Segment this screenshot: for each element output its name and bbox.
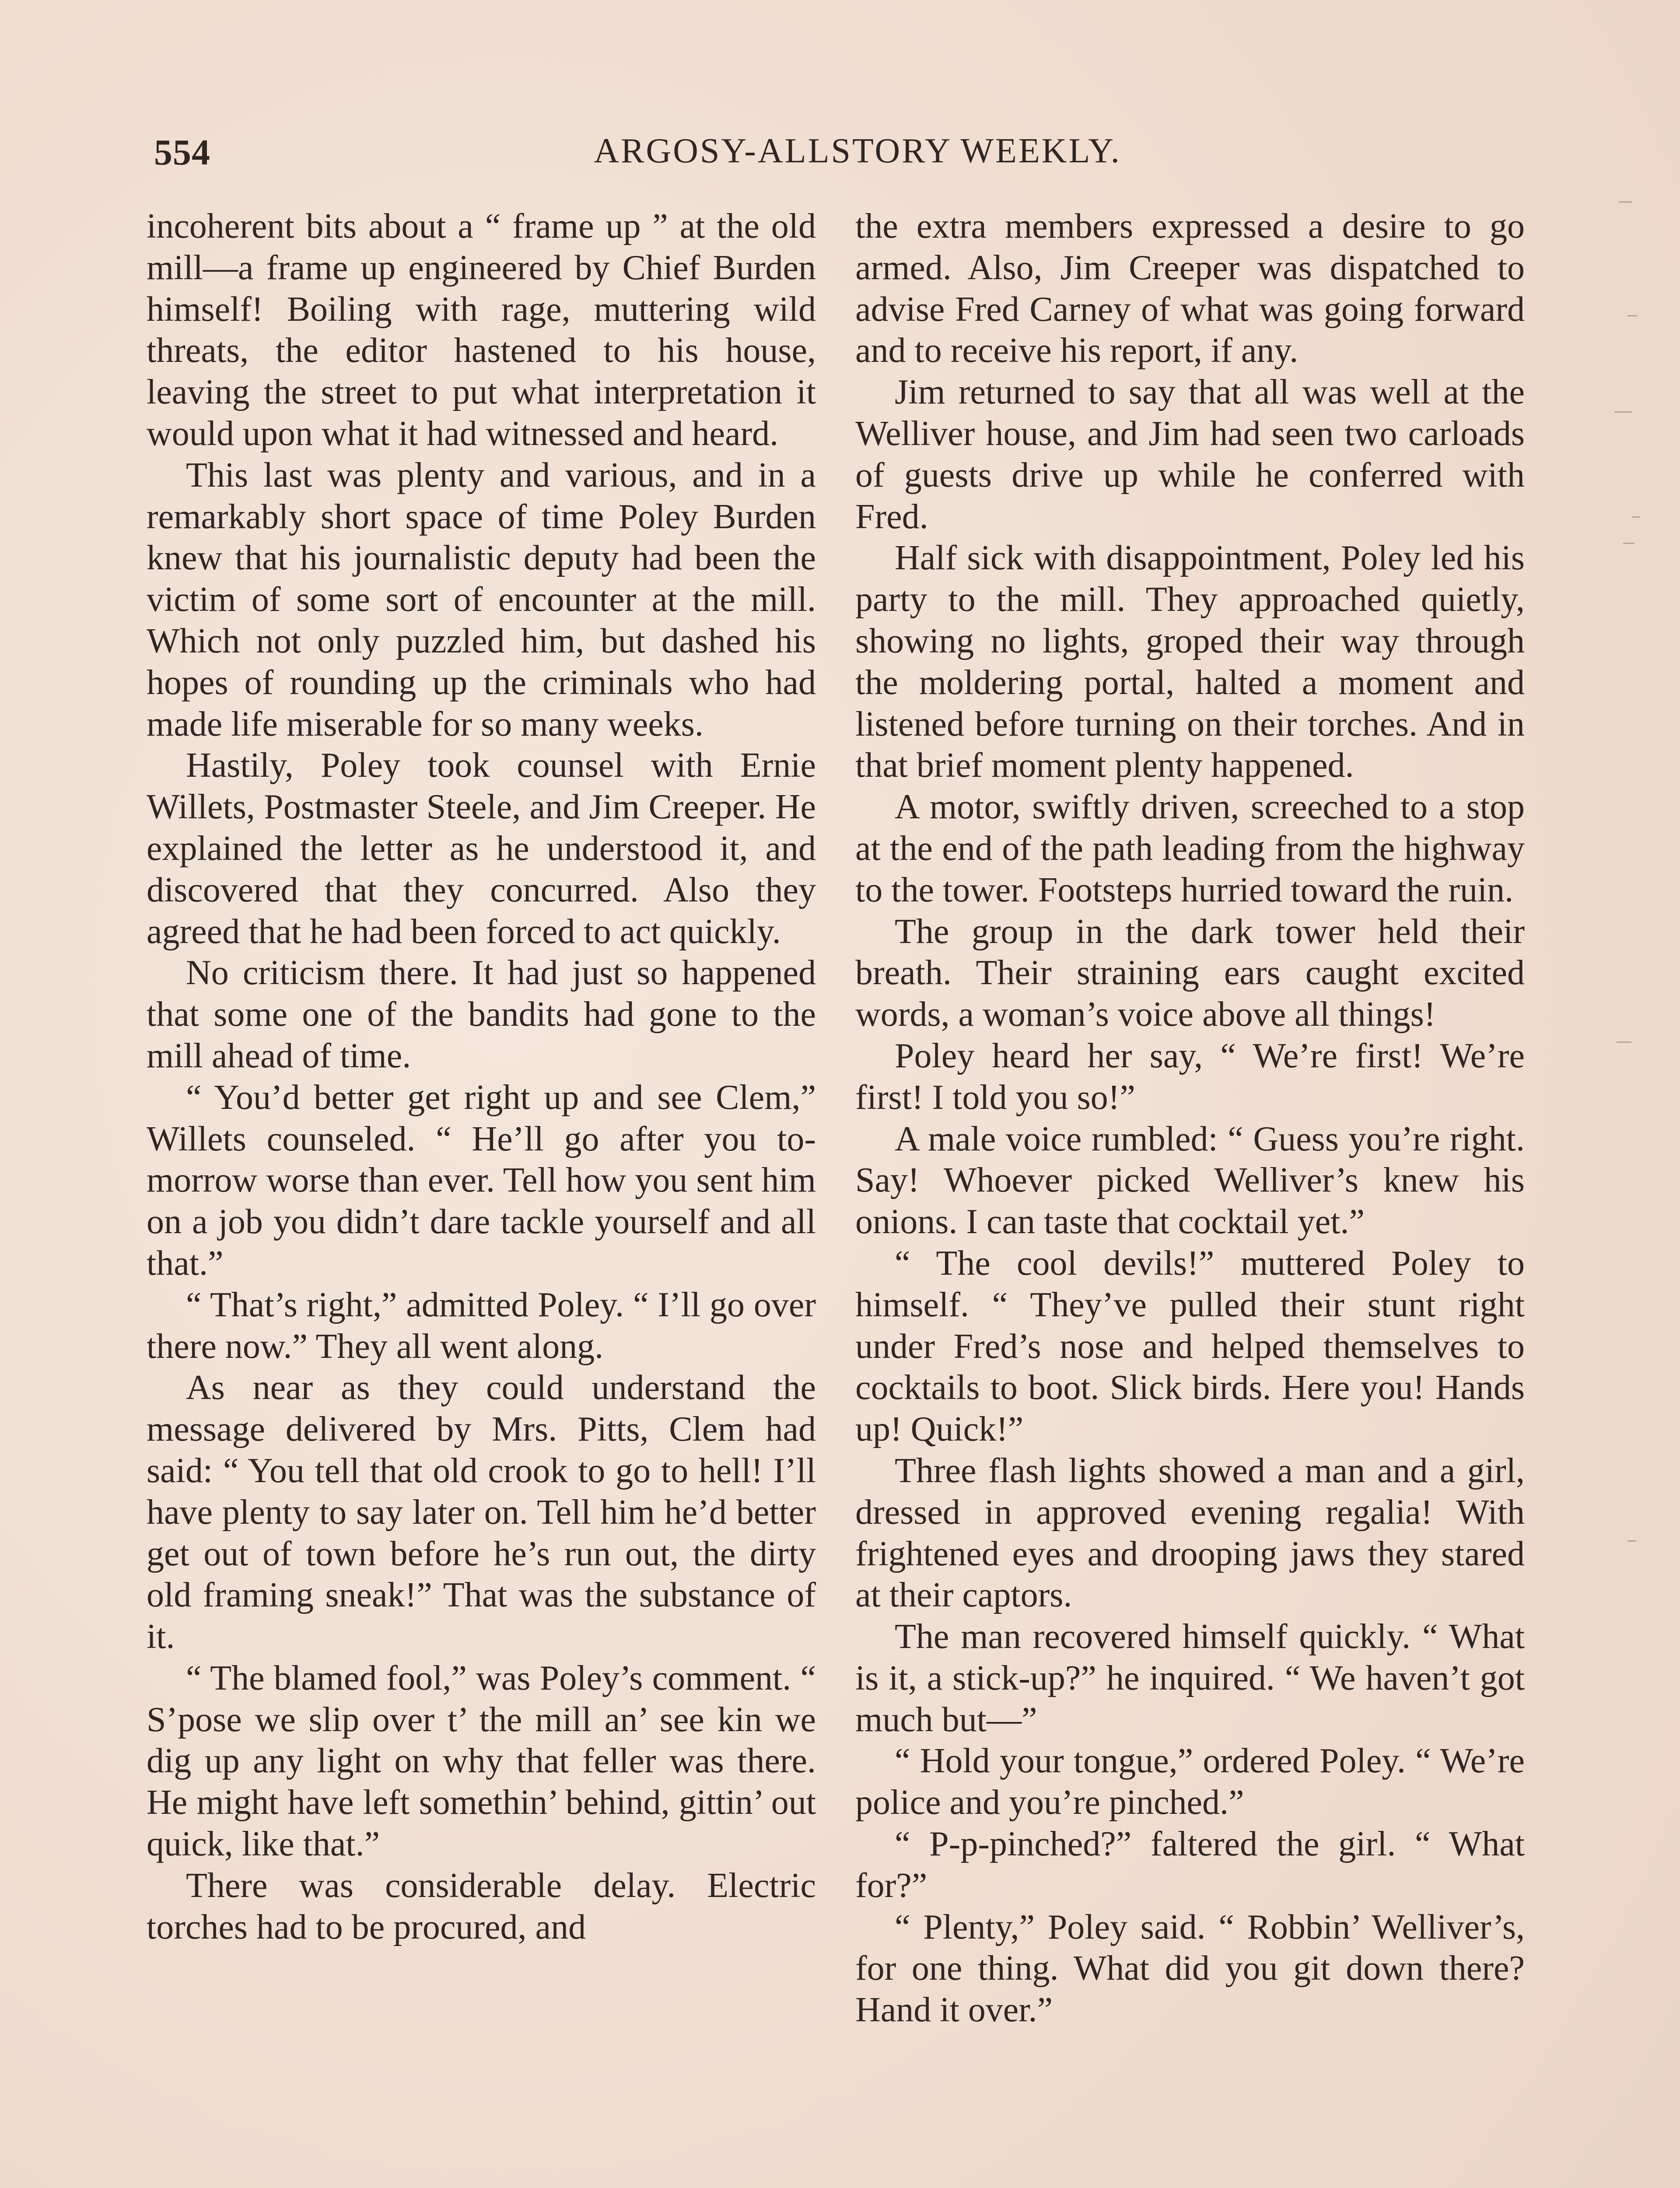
paragraph: “ The cool devils!” muttered Poley to himself. “ They’ve pulled their stunt right under Fred’s nose and helped themselves to cocktails to boot. Slick birds. Here you! Hands up! Quick!” [855, 1244, 1525, 1449]
paragraph: “ Hold your tongue,” ordered Poley. “ We’re police and you’re pinched.” [855, 1742, 1525, 1822]
paragraph: Jim returned to say that all was well at the Welliver house, and Jim had seen two carloads of guests drive up while he conferred with Fred. [855, 373, 1525, 536]
paragraph: the extra members expressed a desire to go armed. Also, Jim Creeper was dispatched to advise Fred Carney of what was going forward and to receive his report, if any. [855, 207, 1525, 370]
paragraph: “ P-p-pinched?” faltered the girl. “ What for?” [855, 1825, 1525, 1905]
paragraph: Half sick with disappointment, Poley led his party to the mill. They approached quietly, showing no lights, groped their way through the moldering portal, halted a moment and listened before turning on their torches. And in that brief moment plenty happened. [855, 539, 1525, 785]
paragraph: As near as they could understand the message delivered by Mrs. Pitts, Clem had said: “ You tell that old crook to go to hell! I’ll have plenty to say later on. Tell him he’d better get out of town before he’s run out, the dirty old framing sneak!” That was the substance of it. [147, 1368, 816, 1656]
paragraph: No criticism there. It had just so happened that some one of the bandits had gone to the mill ahead of time. [147, 954, 816, 1075]
paragraph: There was considerable delay. Electric torches had to be procured, and [147, 1866, 816, 1946]
paragraph: The man recovered himself quickly. “ What is it, a stick-up?” he inquired. “ We haven’t got much but—” [855, 1617, 1525, 1739]
paragraph: incoherent bits about a “ frame up ” at the old mill—a frame up engineered by Chief Burden himself! Boiling with rage, muttering wild threats, the editor hastened to his house, leaving the street to put what interpretation it would upon what it had witnessed and heard. [147, 207, 816, 453]
running-title: ARGOSY-ALLSTORY WEEKLY. [594, 132, 1121, 170]
paragraph: Three flash lights showed a man and a girl, dressed in approved evening regalia! With frightened eyes and drooping jaws they stared at their captors. [855, 1451, 1525, 1615]
paragraph: Hastily, Poley took counsel with Ernie Willets, Postmaster Steele, and Jim Creeper. He explained the letter as he understood it, and discovered that they concurred. Also they agreed that he had been forced to act quickly. [147, 746, 816, 951]
page-number: 554 [154, 132, 210, 173]
paragraph: This last was plenty and various, and in a remarkably short space of time Poley Burden knew that his journalistic deputy had been the victim of some sort of encounter at the mill. Which not only puzzled him, but dashed his hopes of rounding up the criminals who had made life miserable for so many weeks. [147, 456, 816, 743]
page-edge-specks [1601, 0, 1680, 2188]
paragraph: A male voice rumbled: “ Guess you’re right. Say! Whoever picked Welliver’s knew his onions. I can taste that cocktail yet.” [855, 1119, 1525, 1241]
paragraph: “ The blamed fool,” was Poley’s comment. “ S’pose we slip over t’ the mill an’ see kin we dig up any light on why that feller was there. He might have left somethin’ behind, gittin’ out quick, like that.” [147, 1659, 816, 1864]
paragraph: “ Plenty,” Poley said. “ Robbin’ Welliver’s, for one thing. What did you git down there? Hand it over.” [855, 1907, 1525, 2030]
paragraph: A motor, swiftly driven, screeched to a stop at the end of the path leading from the highway to the tower. Footsteps hurried toward the ruin. [855, 788, 1525, 909]
paragraph: “ That’s right,” admitted Poley. “ I’ll go over there now.” They all went along. [147, 1285, 816, 1366]
right-column [855, 206, 1525, 2031]
paragraph: The group in the dark tower held their breath. Their straining ears caught excited words, a woman’s voice above all things! [855, 912, 1525, 1034]
paragraph: Poley heard her say, “ We’re first! We’re first! I told you so!” [855, 1036, 1525, 1117]
paragraph: “ You’d better get right up and see Clem,” Willets counseled. “ He’ll go after you to-morrow worse than ever. Tell how you sent him on a job you didn’t dare tackle yourself and all that.” [147, 1078, 816, 1283]
left-column [147, 206, 816, 1948]
